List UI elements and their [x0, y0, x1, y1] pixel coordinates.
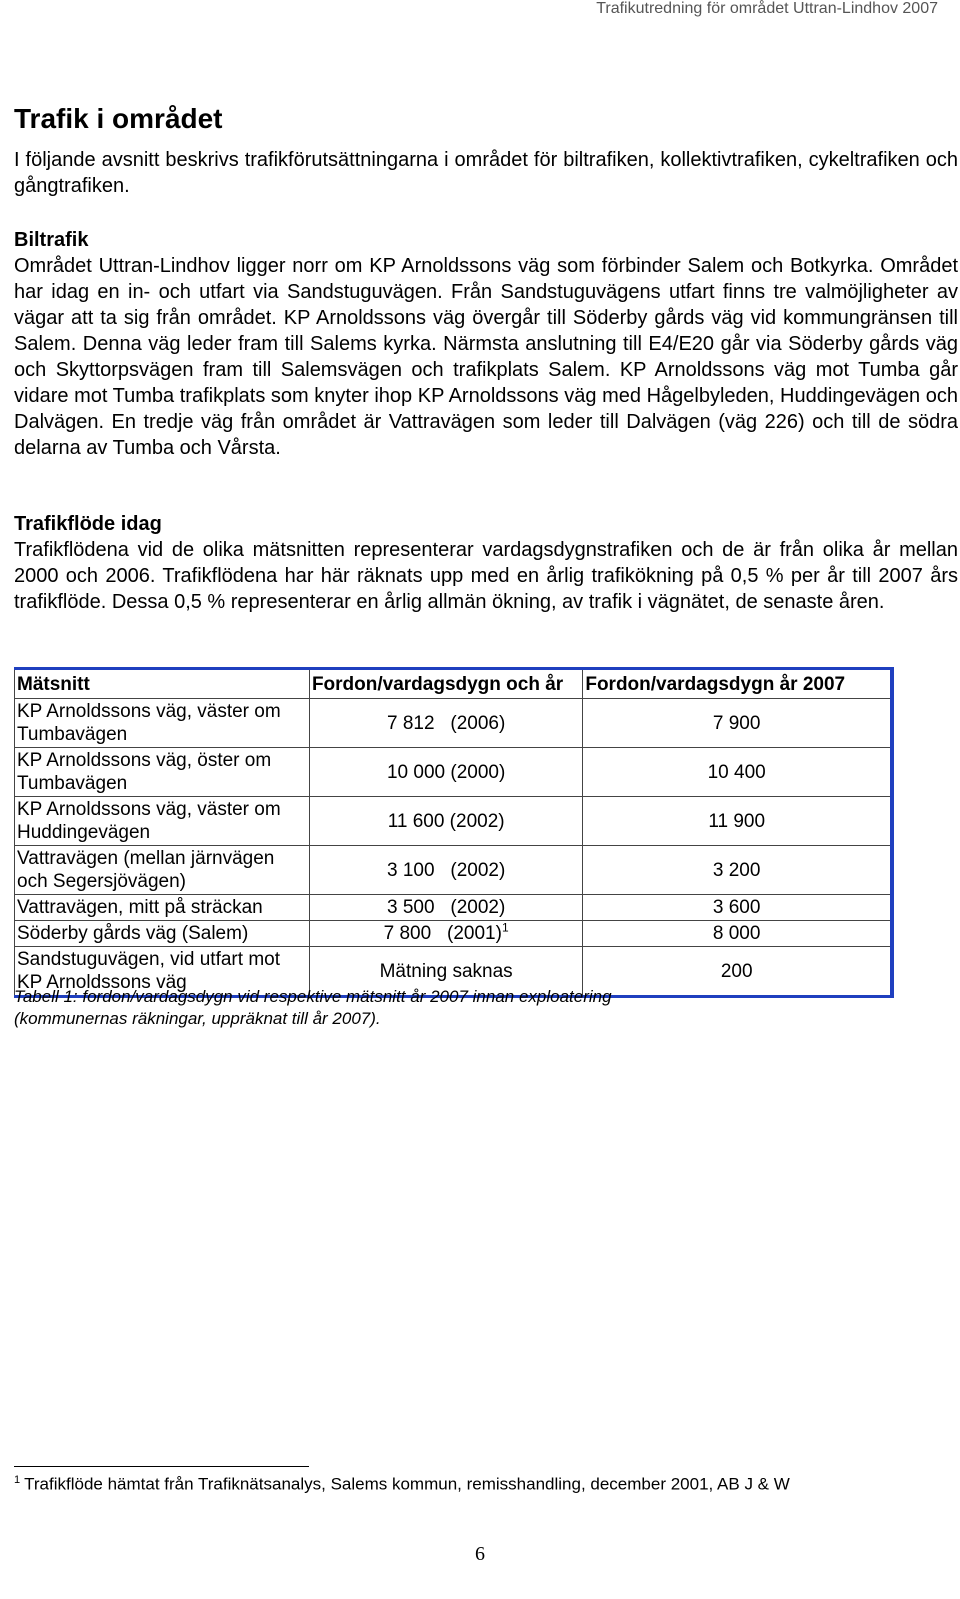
traffic-table — [14, 667, 894, 998]
cell-fordon-ar: Mätning saknas — [309, 947, 582, 997]
cell-fordon-ar: 3 500 (2002) — [309, 895, 582, 921]
trafikflode-section — [14, 511, 958, 615]
cell-matsnitt: Vattravägen (mellan järnvägen och Segersjövägen) — [15, 846, 310, 895]
table-row — [15, 748, 893, 797]
intro-paragraph: I följande avsnitt beskrivs trafikförutsättningarna i området för biltrafiken, kollektivtrafiken, cykeltrafiken och gångtrafiken. — [14, 149, 958, 197]
header-fordon-ar: Fordon/vardagsdygn och år — [309, 669, 582, 699]
cell-fordon-ar: 11 600 (2002) — [309, 797, 582, 846]
cell-fordon-2007: 10 400 — [583, 748, 892, 797]
running-header: Trafikutredning för området Uttran-Lindhov 2007 — [596, 0, 938, 17]
cell-fordon-2007: 8 000 — [583, 921, 892, 947]
header-fordon-2007: Fordon/vardagsdygn år 2007 — [583, 669, 892, 699]
page-number: 6 — [475, 1543, 485, 1565]
cell-fordon-ar-value: 7 800 (2001) — [383, 923, 502, 944]
cell-fordon-2007: 7 900 — [583, 699, 892, 748]
cell-matsnitt: Vattravägen, mitt på sträckan — [15, 895, 310, 921]
cell-fordon-ar: 7 812 (2006) — [309, 699, 582, 748]
trafikflode-text: Trafikflödena vid de olika mätsnitten representerar vardagsdygnstrafiken och de är från olika år mellan 2000 och 2006. Trafikflödena har här räknats upp med en årlig trafikökning på 0,5 % per år till 2007 års trafikflöde. Dessa 0,5 % representerar en årlig allmän ökning, av trafik i vägnätet, de senaste åren. — [14, 539, 958, 613]
table-row — [15, 846, 893, 895]
cell-matsnitt: KP Arnoldssons väg, väster om Huddingevägen — [15, 797, 310, 846]
footnote-text: Trafikflöde hämtat från Trafiknätsanalys, Salems kommun, remisshandling, december 2001, AB J & W — [24, 1474, 790, 1494]
table-row — [15, 895, 893, 921]
table-row — [15, 921, 893, 947]
cell-fordon-ar: 10 000 (2000) — [309, 748, 582, 797]
cell-matsnitt: KP Arnoldssons väg, öster om Tumbavägen — [15, 748, 310, 797]
cell-matsnitt: Söderby gårds väg (Salem) — [15, 921, 310, 947]
cell-fordon-2007: 200 — [583, 947, 892, 997]
cell-fordon-2007: 3 600 — [583, 895, 892, 921]
traffic-table-wrap — [14, 667, 914, 998]
trafikflode-heading: Trafikflöde idag — [14, 513, 162, 535]
biltrafik-text: Området Uttran-Lindhov ligger norr om KP Arnoldssons väg som förbinder Salem och Botkyrka. Området har idag en in- och utfart via Sandstuguvägen. Från Sandstuguvägens utfart finns tre valmöjligheter av vägar att ta sig från området. KP Arnoldssons väg övergår till Söderby gårds väg vid kommungränsen till Salem. Denna väg leder fram till Salems kyrka. Närmsta anslutning till E4/E20 går via Söderby gårds väg och Skyttorpsvägen fram till Salemsvägen och trafikplats Salem. KP Arnoldssons väg mot Tumba går vidare mot Tumba trafikplats som knyter ihop KP Arnoldssons väg med Hågelbyleden, Huddingevägen och Dalvägen. En tredje väg från området är Vattravägen som leder till Dalvägen (väg 226) och till de södra delarna av Tumba och Vårsta. — [14, 255, 958, 459]
footnote-ref: 1 — [501, 920, 509, 935]
footnote-divider — [14, 1466, 309, 1467]
cell-fordon-2007: 11 900 — [583, 797, 892, 846]
table-caption: Tabell 1: fordon/vardagsdygn vid respektive mätsnitt år 2007 innan exploatering (kommunernas räkningar, uppräknat till år 2007). — [14, 987, 612, 1028]
cell-fordon-2007: 3 200 — [583, 846, 892, 895]
cell-matsnitt: Sandstuguvägen, vid utfart mot KP Arnoldssons väg — [15, 947, 310, 997]
header-matsnitt: Mätsnitt — [15, 669, 310, 699]
table-header-row — [15, 669, 893, 699]
cell-matsnitt: KP Arnoldssons väg, väster om Tumbavägen — [15, 699, 310, 748]
section-title: Trafik i området — [14, 103, 223, 134]
cell-fordon-ar: 3 100 (2002) — [309, 846, 582, 895]
biltrafik-section — [14, 227, 958, 461]
footnote — [14, 1474, 790, 1495]
cell-fordon-ar — [309, 921, 582, 947]
table-row — [15, 699, 893, 748]
table-row — [15, 797, 893, 846]
footnote-number: 1 — [14, 1474, 21, 1486]
biltrafik-heading: Biltrafik — [14, 229, 89, 251]
